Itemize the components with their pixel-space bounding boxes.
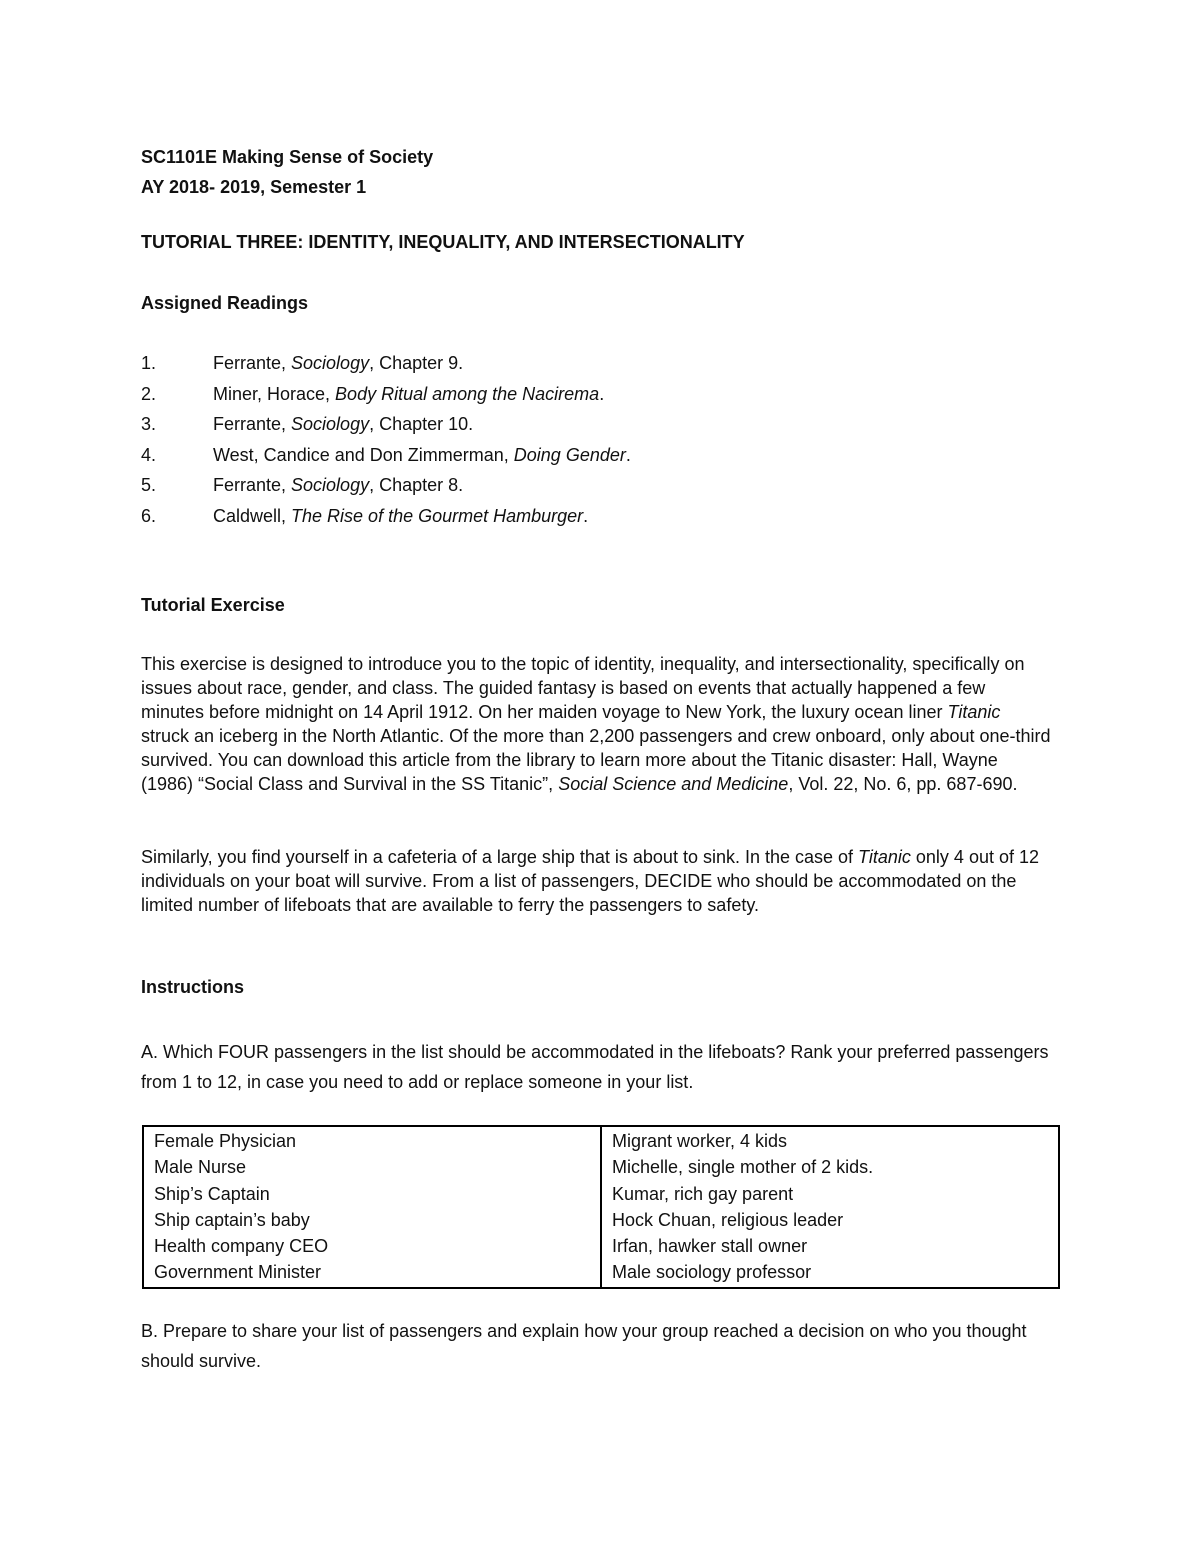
passenger-cell: Government Minister xyxy=(154,1262,322,1283)
reading-item xyxy=(141,382,631,413)
reading-number: 5. xyxy=(141,475,157,495)
reading-number: 2. xyxy=(141,383,157,404)
passenger-cell: Male Nurse xyxy=(154,1157,247,1178)
passenger-column-right xyxy=(601,1126,1059,1288)
semester-line: AY 2018- 2019, Semester 1 xyxy=(141,177,367,197)
reading-item xyxy=(141,412,631,443)
passenger-cell: Hock Chuan, religious leader xyxy=(612,1209,844,1230)
reading-number: 3. xyxy=(141,414,157,434)
passenger-cell: Migrant worker, 4 kids xyxy=(612,1131,788,1151)
passenger-cell: Female Physician xyxy=(154,1131,297,1151)
question-a: A. Which FOUR passengers in the list should be accommodated in the lifeboats? Rank your preferred passengers from 1 to 12, in case you need to add or replace someone in your list. xyxy=(141,1042,1049,1092)
reading-number: 1. xyxy=(141,353,157,373)
assigned-readings-heading: Assigned Readings xyxy=(141,293,309,313)
reading-number: 6. xyxy=(141,505,157,526)
reading-text: Ferrante, Sociology, Chapter 10. xyxy=(213,414,474,434)
reading-item xyxy=(141,351,631,382)
reading-text: Ferrante, Sociology, Chapter 9. xyxy=(213,353,464,373)
instructions-heading: Instructions xyxy=(141,977,245,997)
passenger-cell: Male sociology professor xyxy=(612,1262,812,1283)
reading-number: 4. xyxy=(141,444,157,465)
passenger-cell: Michelle, single mother of 2 kids. xyxy=(612,1157,874,1178)
exercise-paragraph-scenario: Similarly, you find yourself in a cafeteria of a large ship that is about to sink. In the case of Titanic only 4 out of 12 individuals on your boat will survive. From a list of passengers, DECIDE who should be accommodated on the limited number of lifeboats that are available to ferry the passengers to safety. xyxy=(141,847,1039,915)
reading-list xyxy=(141,351,631,534)
passenger-table xyxy=(142,1125,1060,1289)
passenger-cell: Irfan, hawker stall owner xyxy=(612,1236,808,1257)
reading-text: Miner, Horace, Body Ritual among the Nacirema. xyxy=(213,383,605,404)
table-row xyxy=(143,1126,1059,1288)
reading-item xyxy=(141,504,631,535)
reading-item xyxy=(141,443,631,474)
reading-text: West, Candice and Don Zimmerman, Doing Gender. xyxy=(213,444,631,465)
passenger-cell: Ship captain’s baby xyxy=(154,1209,310,1230)
passenger-cell: Kumar, rich gay parent xyxy=(612,1183,794,1204)
tutorial-exercise-heading: Tutorial Exercise xyxy=(141,595,285,615)
question-b: B. Prepare to share your list of passengers and explain how your group reached a decision on who you thought should survive. xyxy=(141,1321,1027,1371)
reading-text: Caldwell, The Rise of the Gourmet Hamburger. xyxy=(213,505,589,526)
passenger-column-left xyxy=(143,1126,601,1288)
passenger-cell: Health company CEO xyxy=(154,1236,329,1257)
course-title: SC1101E Making Sense of Society xyxy=(141,147,434,167)
tutorial-title: TUTORIAL THREE: IDENTITY, INEQUALITY, AND INTERSECTIONALITY xyxy=(141,232,745,252)
passenger-cell: Ship’s Captain xyxy=(154,1183,270,1204)
exercise-paragraph-intro: This exercise is designed to introduce you to the topic of identity, inequality, and intersectionality, specifically on issues about race, gender, and class. The guided fantasy is based on events that actually happened a few minutes before midnight on 14 April 1912. On her maiden voyage to New York, the luxury ocean liner Titanic struck an iceberg in the North Atlantic. Of the more than 2,200 passengers and crew onboard, only about one-third survived. You can download this article from the library to learn more about the Titanic disaster: Hall, Wayne (1986) “Social Class and Survival in the SS Titanic”, Social Science and Medicine, Vol. 22, No. 6, pp. 687-690. xyxy=(141,654,1051,794)
reading-item xyxy=(141,473,631,504)
reading-text: Ferrante, Sociology, Chapter 8. xyxy=(213,475,464,495)
